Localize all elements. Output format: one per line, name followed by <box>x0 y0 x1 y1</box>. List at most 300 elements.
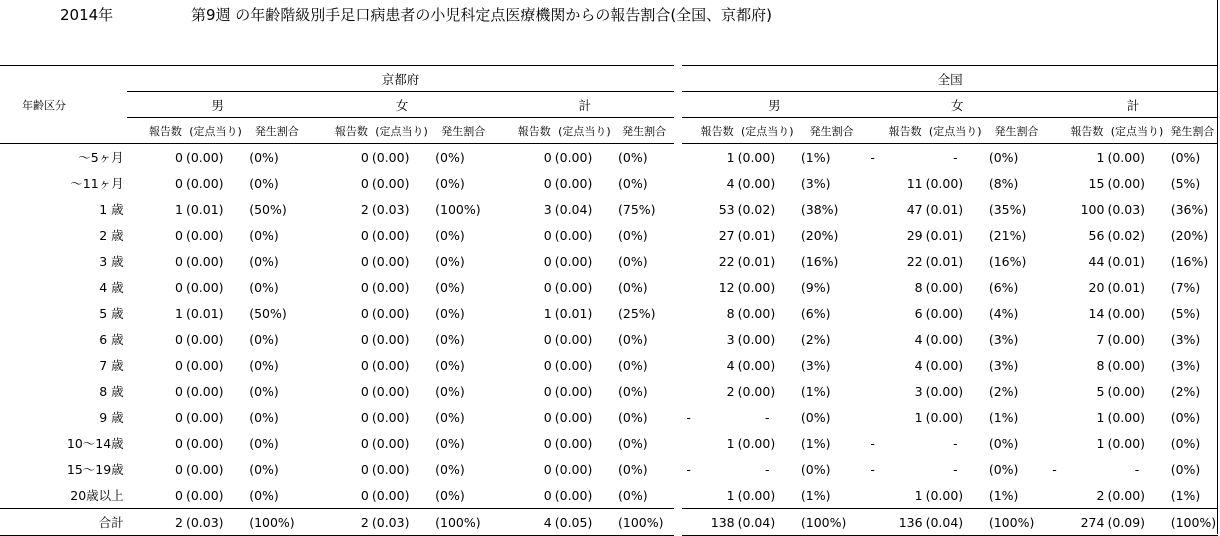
report-count-cell: - <box>870 435 875 451</box>
table-row <box>0 222 1218 248</box>
table-row <box>0 170 1218 196</box>
ratio-cell: (3%) <box>988 357 1019 373</box>
per-sentinel-cell: - <box>952 149 958 165</box>
per-sentinel-cell: (0.00) <box>925 305 964 321</box>
per-sentinel-cell: (0.00) <box>371 461 410 477</box>
per-sentinel-cell: (0.00) <box>554 357 593 373</box>
report-count-cell: 7 <box>1096 331 1105 347</box>
report-count-cell: 1 <box>914 409 923 425</box>
ratio-cell: (1%) <box>988 487 1019 503</box>
report-count-cell: 5 <box>1096 383 1105 399</box>
per-sentinel-cell: (0.00) <box>185 253 224 269</box>
age-label: 5 歳 <box>99 306 124 321</box>
per-sentinel-cell: (0.00) <box>185 279 224 295</box>
per-sentinel-cell: (0.00) <box>925 487 964 503</box>
age-label: 15～19歳 <box>66 462 124 477</box>
report-count-cell: 1 <box>914 487 923 503</box>
ratio-cell: (1%) <box>1170 487 1201 503</box>
ratio-cell: (3%) <box>1170 331 1201 347</box>
ratio-cell: (20%) <box>800 227 839 243</box>
national-male-per-sentinel-header: (定点当り) <box>740 124 794 138</box>
per-sentinel-cell: (0.00) <box>371 305 410 321</box>
per-sentinel-cell: - <box>764 461 770 477</box>
per-sentinel-cell: (0.00) <box>554 461 593 477</box>
per-sentinel-cell: (0.00) <box>1107 435 1146 451</box>
age-label: 20歳以上 <box>70 488 124 503</box>
report-count-cell: 0 <box>543 357 552 373</box>
report-count-cell: 8 <box>914 279 923 295</box>
per-sentinel-cell: (0.00) <box>737 435 776 451</box>
ratio-cell: (0%) <box>435 305 465 321</box>
ratio-cell: (0%) <box>435 383 465 399</box>
table-row <box>0 352 1218 378</box>
age-label: 4 歳 <box>99 280 124 295</box>
per-sentinel-cell: (0.00) <box>371 409 410 425</box>
kyoto-male-per-sentinel-header: (定点当り) <box>189 124 242 138</box>
per-sentinel-cell: (0.04) <box>926 509 985 536</box>
per-sentinel-cell: (0.00) <box>1107 383 1146 399</box>
report-count-cell: 12 <box>678 274 737 300</box>
report-count-cell: 0 <box>360 279 369 295</box>
per-sentinel-cell: - <box>764 409 770 425</box>
ratio-cell: (0%) <box>249 331 279 347</box>
ratio-cell: (0%) <box>617 175 648 191</box>
report-count-cell: - <box>678 404 737 430</box>
per-sentinel-cell: (0.00) <box>925 409 964 425</box>
ratio-cell: (2%) <box>800 331 831 347</box>
report-count-cell: 0 <box>543 253 552 269</box>
ratio-cell: (1%) <box>800 383 831 399</box>
ratio-cell: (6%) <box>988 279 1019 295</box>
ratio-cell: (100%) <box>797 509 866 536</box>
kyoto-female-ratio-header: 発生割合 <box>441 124 486 138</box>
table-row <box>0 248 1218 274</box>
report-count-cell: 0 <box>174 435 183 451</box>
report-count-cell: 100 <box>1080 201 1105 217</box>
report-count-cell: 29 <box>906 227 923 243</box>
per-sentinel-cell: (0.00) <box>925 383 964 399</box>
per-sentinel-cell: (0.00) <box>185 435 224 451</box>
per-sentinel-cell: (0.03) <box>1107 201 1146 217</box>
ratio-cell: (9%) <box>800 279 831 295</box>
per-sentinel-cell: (0.03) <box>371 201 410 217</box>
ratio-cell: (5%) <box>1170 175 1201 191</box>
ratio-cell: (50%) <box>249 201 287 217</box>
ratio-cell: (0%) <box>617 487 648 503</box>
per-sentinel-cell: (0.00) <box>737 175 776 191</box>
ratio-cell: (0%) <box>800 461 831 477</box>
report-count-cell: 136 <box>866 509 925 536</box>
national-male-header: 男 <box>678 92 866 118</box>
ratio-cell: (0%) <box>249 253 279 269</box>
per-sentinel-cell: (0.04) <box>738 509 797 536</box>
report-count-cell: 0 <box>174 149 183 165</box>
report-count-cell: 1 <box>1096 149 1105 165</box>
report-count-cell: 2 <box>127 509 186 536</box>
age-label: ～11ヶ月 <box>70 176 124 191</box>
per-sentinel-cell: (0.00) <box>1107 487 1146 503</box>
report-count-cell: 0 <box>174 279 183 295</box>
ratio-cell: (0%) <box>249 175 279 191</box>
per-sentinel-cell: (0.00) <box>371 383 410 399</box>
table-row <box>0 456 1218 482</box>
ratio-cell: (0%) <box>617 435 648 451</box>
ratio-cell: (3%) <box>1170 357 1201 373</box>
report-count-cell: 0 <box>174 461 183 477</box>
report-count-cell: 4 <box>678 352 737 378</box>
report-count-cell: 138 <box>678 509 737 536</box>
per-sentinel-cell: (0.03) <box>186 509 245 536</box>
ratio-cell: (0%) <box>617 383 648 399</box>
per-sentinel-cell: (0.00) <box>925 331 964 347</box>
per-sentinel-cell: (0.00) <box>1107 175 1146 191</box>
ratio-cell: (0%) <box>435 409 465 425</box>
ratio-cell: (0%) <box>435 461 465 477</box>
per-sentinel-cell: (0.05) <box>555 509 614 536</box>
per-sentinel-cell: (0.01) <box>554 305 593 321</box>
ratio-cell: (0%) <box>435 175 465 191</box>
per-sentinel-cell: (0.00) <box>737 331 776 347</box>
ratio-cell: (0%) <box>435 279 465 295</box>
ratio-cell: (0%) <box>435 331 465 347</box>
per-sentinel-cell: (0.00) <box>371 253 410 269</box>
report-count-cell: 0 <box>360 149 369 165</box>
report-count-cell: 0 <box>543 409 552 425</box>
ratio-cell: (0%) <box>617 331 648 347</box>
report-count-cell: 15 <box>1088 175 1105 191</box>
per-sentinel-cell: - <box>952 461 958 477</box>
report-count-cell: 1 <box>678 144 737 171</box>
report-count-cell: 0 <box>360 175 369 191</box>
ratio-cell: (20%) <box>1170 227 1209 243</box>
age-label: 6 歳 <box>99 332 124 347</box>
report-count-cell: 14 <box>1088 305 1105 321</box>
ratio-cell: (0%) <box>617 253 648 269</box>
report-count-cell: 27 <box>678 222 737 248</box>
report-count-cell: 0 <box>360 253 369 269</box>
per-sentinel-cell: (0.00) <box>554 149 593 165</box>
report-count-cell: 0 <box>360 409 369 425</box>
report-count-cell: 0 <box>360 383 369 399</box>
ratio-cell: (1%) <box>800 435 831 451</box>
per-sentinel-cell: (0.00) <box>371 435 410 451</box>
report-count-cell: 3 <box>914 383 923 399</box>
kyoto-male-header: 男 <box>127 92 309 118</box>
per-sentinel-cell: (0.01) <box>925 227 964 243</box>
ratio-cell: (0%) <box>617 227 648 243</box>
ratio-cell: (7%) <box>1170 279 1201 295</box>
report-count-cell: 0 <box>360 461 369 477</box>
age-label: 10～14歳 <box>66 436 124 451</box>
national-male-report-count-header: 報告数 <box>678 118 737 144</box>
report-count-cell: 2 <box>360 201 369 217</box>
per-sentinel-cell: (0.00) <box>1107 305 1146 321</box>
per-sentinel-cell: (0.01) <box>925 201 964 217</box>
per-sentinel-cell: (0.00) <box>554 331 593 347</box>
per-sentinel-cell: (0.00) <box>371 149 410 165</box>
ratio-cell: (0%) <box>435 149 465 165</box>
kyoto-total-header: 計 <box>495 92 678 118</box>
ratio-cell: (2%) <box>1170 383 1201 399</box>
age-label: 3 歳 <box>99 254 124 269</box>
report-count-cell: 1 <box>1096 435 1105 451</box>
report-count-cell: - <box>678 456 737 482</box>
report-count-cell: 1 <box>543 305 552 321</box>
ratio-cell: (0%) <box>435 253 465 269</box>
report-count-cell: - <box>1052 461 1057 477</box>
age-label: 合計 <box>0 509 127 536</box>
ratio-cell: (0%) <box>435 435 465 451</box>
report-count-cell: 0 <box>174 487 183 503</box>
per-sentinel-cell: (0.01) <box>185 305 224 321</box>
age-label: 8 歳 <box>99 384 124 399</box>
per-sentinel-cell: (0.00) <box>925 175 964 191</box>
per-sentinel-cell: (0.00) <box>185 331 224 347</box>
ratio-cell: (3%) <box>800 175 831 191</box>
per-sentinel-cell: (0.00) <box>371 487 410 503</box>
ratio-cell: (100%) <box>435 201 481 217</box>
per-sentinel-cell: (0.00) <box>737 305 776 321</box>
report-count-cell: 20 <box>1088 279 1105 295</box>
age-label: 2 歳 <box>99 228 124 243</box>
ratio-cell: (0%) <box>617 461 648 477</box>
report-count-cell: 22 <box>678 248 737 274</box>
report-count-cell: 4 <box>914 331 923 347</box>
per-sentinel-cell: (0.00) <box>371 175 410 191</box>
kyoto-total-ratio-header: 発生割合 <box>622 124 667 138</box>
ratio-cell: (100%) <box>1167 509 1218 536</box>
age-group-header: 年齢区分 <box>0 66 127 144</box>
ratio-cell: (0%) <box>617 357 648 373</box>
ratio-cell: (25%) <box>617 305 656 321</box>
per-sentinel-cell: (0.09) <box>1107 509 1166 536</box>
per-sentinel-cell: (0.00) <box>1107 409 1146 425</box>
report-count-cell: 1 <box>174 305 183 321</box>
ratio-cell: (5%) <box>1170 305 1201 321</box>
per-sentinel-cell: (0.00) <box>1107 331 1146 347</box>
report-count-cell: 6 <box>914 305 923 321</box>
report-count-cell: 0 <box>543 175 552 191</box>
ratio-cell: (0%) <box>435 227 465 243</box>
per-sentinel-cell: (0.00) <box>371 227 410 243</box>
per-sentinel-cell: (0.01) <box>737 253 776 269</box>
national-total-report-count-header: 報告数 <box>1070 124 1104 138</box>
per-sentinel-cell: (0.01) <box>1107 279 1146 295</box>
report-count-cell: 44 <box>1088 253 1105 269</box>
ratio-cell: (38%) <box>800 201 839 217</box>
report-count-cell: 1 <box>1096 409 1105 425</box>
age-label: ～5ヶ月 <box>78 150 124 165</box>
report-count-cell: 8 <box>678 300 737 326</box>
per-sentinel-cell: (0.00) <box>371 357 410 373</box>
per-sentinel-cell: (0.00) <box>185 227 224 243</box>
kyoto-male-report-count-header: 報告数 <box>148 124 182 138</box>
per-sentinel-cell: (0.04) <box>554 201 593 217</box>
per-sentinel-cell: (0.01) <box>737 227 776 243</box>
table-row <box>0 196 1218 222</box>
ratio-cell: (50%) <box>249 305 287 321</box>
report-count-cell: 0 <box>543 435 552 451</box>
national-female-ratio-header: 発生割合 <box>994 124 1039 138</box>
per-sentinel-cell: - <box>1134 461 1140 477</box>
ratio-cell: (0%) <box>800 409 831 425</box>
report-count-cell: 0 <box>174 175 183 191</box>
per-sentinel-cell: (0.00) <box>185 461 224 477</box>
ratio-cell: (0%) <box>249 487 279 503</box>
report-count-cell: 0 <box>543 227 552 243</box>
per-sentinel-cell: (0.00) <box>737 357 776 373</box>
report-count-cell: 11 <box>906 175 923 191</box>
report-count-cell: 2 <box>678 378 737 404</box>
table-row <box>0 482 1218 509</box>
report-count-cell: 0 <box>543 487 552 503</box>
report-count-cell: 0 <box>360 305 369 321</box>
kyoto-female-per-sentinel-header: (定点当り) <box>375 124 428 138</box>
per-sentinel-cell: (0.01) <box>1107 253 1146 269</box>
report-count-cell: 0 <box>174 331 183 347</box>
kyoto-female-header: 女 <box>309 92 496 118</box>
ratio-cell: (0%) <box>435 487 465 503</box>
ratio-cell: (100%) <box>431 509 495 536</box>
report-count-cell: 0 <box>360 357 369 373</box>
national-total-header: 計 <box>1048 92 1218 118</box>
kyoto-total-report-count-header: 報告数 <box>517 124 551 138</box>
report-count-cell: 53 <box>678 196 737 222</box>
per-sentinel-cell: (0.00) <box>554 279 593 295</box>
table-row <box>0 326 1218 352</box>
report-count-cell: - <box>870 149 875 165</box>
report-count-cell: 0 <box>174 357 183 373</box>
kyoto-header: 京都府 <box>127 66 679 92</box>
report-count-cell: 1 <box>678 482 737 509</box>
report-count-cell: 2 <box>1096 487 1105 503</box>
per-sentinel-cell: (0.00) <box>554 175 593 191</box>
ratio-cell: (0%) <box>249 409 279 425</box>
report-count-cell: 0 <box>174 383 183 399</box>
ratio-cell: (3%) <box>800 357 831 373</box>
report-count-cell: 0 <box>543 331 552 347</box>
ratio-cell: (3%) <box>988 331 1019 347</box>
ratio-cell: (1%) <box>800 149 831 165</box>
ratio-cell: (0%) <box>988 461 1019 477</box>
age-label: 1 歳 <box>99 202 124 217</box>
national-male-ratio-header: 発生割合 <box>809 124 854 138</box>
per-sentinel-cell: (0.00) <box>554 227 593 243</box>
per-sentinel-cell: (0.01) <box>185 201 224 217</box>
ratio-cell: (100%) <box>245 509 308 536</box>
report-count-cell: 0 <box>360 487 369 503</box>
report-count-cell: 56 <box>1088 227 1105 243</box>
report-count-cell: 0 <box>174 227 183 243</box>
ratio-cell: (0%) <box>1170 461 1201 477</box>
ratio-cell: (0%) <box>988 149 1019 165</box>
ratio-cell: (0%) <box>1170 435 1201 451</box>
report-count-cell: 0 <box>543 383 552 399</box>
per-sentinel-cell: (0.00) <box>925 279 964 295</box>
ratio-cell: (1%) <box>800 487 831 503</box>
per-sentinel-cell: (0.00) <box>554 253 593 269</box>
per-sentinel-cell: (0.02) <box>1107 227 1146 243</box>
table-row <box>0 274 1218 300</box>
ratio-cell: (36%) <box>1170 201 1209 217</box>
per-sentinel-cell: (0.00) <box>185 149 224 165</box>
table-row <box>0 144 1218 171</box>
kyoto-male-ratio-header: 発生割合 <box>254 124 299 138</box>
per-sentinel-cell: (0.00) <box>185 409 224 425</box>
ratio-cell: (35%) <box>988 201 1027 217</box>
ratio-cell: (0%) <box>435 357 465 373</box>
ratio-cell: (8%) <box>988 175 1019 191</box>
per-sentinel-cell: (0.00) <box>371 279 410 295</box>
national-female-header: 女 <box>866 92 1048 118</box>
report-count-cell: 1 <box>174 201 183 217</box>
per-sentinel-cell: (0.02) <box>737 201 776 217</box>
report-count-cell: - <box>870 461 875 477</box>
table-row <box>0 404 1218 430</box>
ratio-cell: (0%) <box>988 435 1019 451</box>
kyoto-female-report-count-header: 報告数 <box>334 124 368 138</box>
report-year: 2014年 <box>60 6 114 24</box>
ratio-cell: (0%) <box>617 409 648 425</box>
ratio-cell: (0%) <box>249 435 279 451</box>
report-count-cell: 3 <box>678 326 737 352</box>
national-total-ratio-header: 発生割合 <box>1170 124 1215 138</box>
national-header: 全国 <box>678 66 1218 92</box>
per-sentinel-cell: (0.01) <box>925 253 964 269</box>
ratio-cell: (21%) <box>988 227 1027 243</box>
report-count-cell: 0 <box>543 149 552 165</box>
ratio-cell: (100%) <box>985 509 1048 536</box>
per-sentinel-cell: (0.00) <box>1107 357 1146 373</box>
ratio-cell: (0%) <box>1170 149 1201 165</box>
hfmd-age-table <box>0 65 1218 536</box>
per-sentinel-cell: (0.00) <box>185 357 224 373</box>
table-row <box>0 300 1218 326</box>
report-count-cell: 4 <box>914 357 923 373</box>
report-count-cell: 0 <box>360 227 369 243</box>
report-count-cell: 4 <box>678 170 737 196</box>
per-sentinel-cell: (0.00) <box>737 149 776 165</box>
ratio-cell: (16%) <box>800 253 839 269</box>
ratio-cell: (2%) <box>988 383 1019 399</box>
per-sentinel-cell: (0.00) <box>554 409 593 425</box>
per-sentinel-cell: (0.03) <box>372 509 431 536</box>
table-row <box>0 378 1218 404</box>
ratio-cell: (0%) <box>617 149 648 165</box>
ratio-cell: (6%) <box>800 305 831 321</box>
ratio-cell: (1%) <box>988 409 1019 425</box>
report-count-cell: 8 <box>1096 357 1105 373</box>
ratio-cell: (4%) <box>988 305 1019 321</box>
national-female-per-sentinel-header: (定点当り) <box>928 124 982 138</box>
report-count-cell: 0 <box>543 461 552 477</box>
total-row <box>0 509 1218 536</box>
table-row <box>0 430 1218 456</box>
age-label: 7 歳 <box>99 358 124 373</box>
per-sentinel-cell: (0.00) <box>554 383 593 399</box>
per-sentinel-cell: (0.00) <box>1107 149 1146 165</box>
report-count-cell: 0 <box>360 435 369 451</box>
per-sentinel-cell: (0.00) <box>185 175 224 191</box>
per-sentinel-cell: (0.00) <box>737 487 776 503</box>
ratio-cell: (0%) <box>617 279 648 295</box>
per-sentinel-cell: (0.00) <box>554 487 593 503</box>
ratio-cell: (100%) <box>614 509 678 536</box>
per-sentinel-cell: (0.00) <box>737 383 776 399</box>
report-count-cell: 1 <box>678 430 737 456</box>
report-count-cell: 0 <box>174 253 183 269</box>
age-label: 9 歳 <box>99 410 124 425</box>
